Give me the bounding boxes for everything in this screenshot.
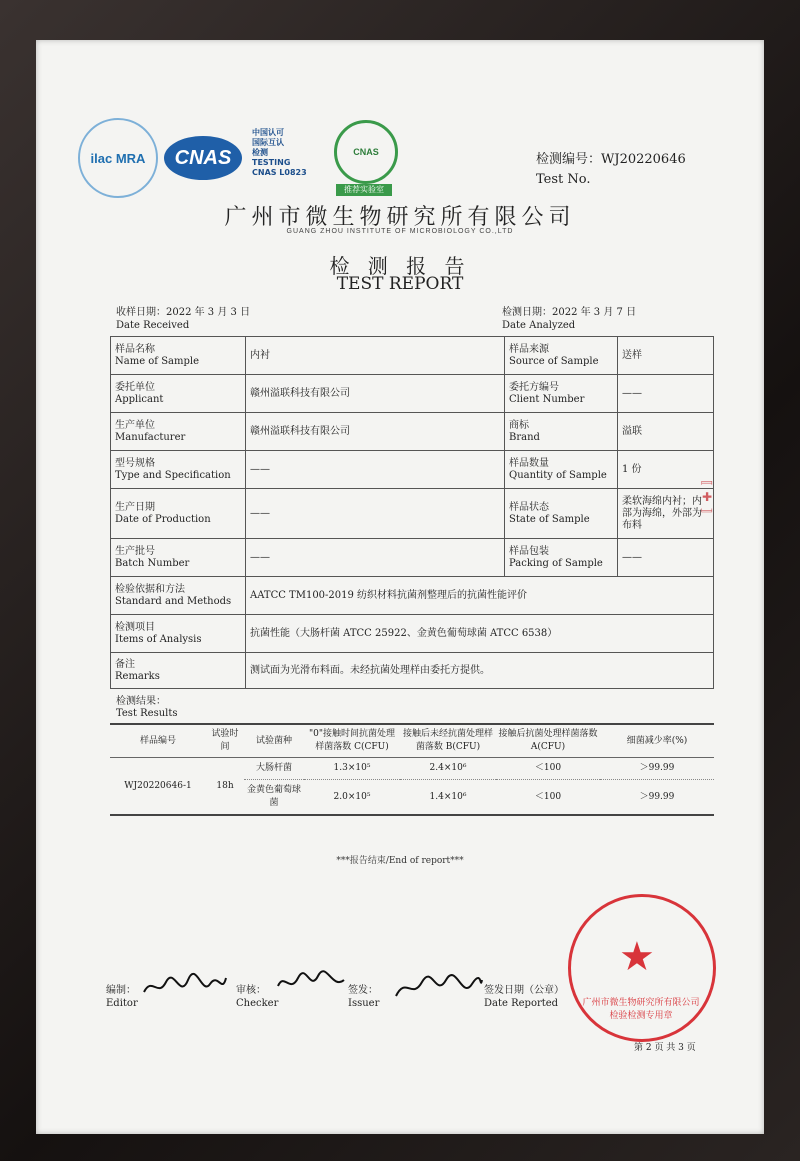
applicant-label: [111, 375, 246, 413]
header-time: 试验时间: [206, 724, 244, 758]
side-seal-mark: ⟦ ✚ ⟧: [700, 480, 714, 514]
c0-cell: 1.3×10⁵: [304, 758, 400, 780]
cnas-logo-text: CNAS: [174, 146, 232, 169]
editor-signature: [140, 970, 230, 1004]
date-received-cn: 收样日期：2022 年 3 月 3 日: [116, 307, 251, 318]
source-label-en: Source of Sample: [509, 355, 599, 367]
issuer-signature-block: [348, 984, 379, 1010]
recommended-lab-logo: [334, 120, 398, 184]
header-reduction: 细菌减少率(%): [600, 724, 714, 758]
sample-name-label-en: Name of Sample: [115, 355, 200, 367]
report-title-cn: 检 测 报 告: [329, 254, 471, 278]
checker-signature: [274, 968, 348, 998]
info-row: [111, 539, 714, 577]
source-label: [505, 337, 618, 375]
header-b: 接触后未经抗菌处理样菌落数 B(CFU): [400, 724, 496, 758]
packing-label-cn: 样品包装: [509, 545, 549, 557]
test-number-en: Test No.: [536, 172, 591, 187]
items-label: [111, 615, 246, 653]
manufacturer-label: [111, 413, 246, 451]
brand-label: [505, 413, 618, 451]
remarks-label: [111, 653, 246, 689]
results-label-cn: 检测结果：: [116, 696, 166, 707]
results-label: [116, 696, 178, 720]
info-row: [111, 413, 714, 451]
editor-signature-block: [106, 984, 138, 1010]
remarks-label-cn: 备注: [115, 658, 135, 670]
issuer-label-cn: 签发：: [348, 985, 378, 996]
company-name-cn: 广州市微生物研究所有限公司: [224, 205, 576, 230]
lab-logo-text: CNAS: [353, 147, 379, 157]
remarks-value: 测试面为光滑布料面。未经抗菌处理样由委托方提供。: [246, 653, 714, 689]
client-number-value: ——: [618, 375, 714, 413]
report-paper: [36, 40, 764, 1134]
info-row: [111, 375, 714, 413]
production-date-label-cn: 生产日期: [115, 501, 155, 513]
checker-label-en: Checker: [236, 998, 279, 1009]
b-cell: 1.4×10⁶: [400, 780, 496, 816]
results-label-en: Test Results: [116, 708, 178, 719]
issuer-label-en: Issuer: [348, 998, 380, 1009]
batch-label-en: Batch Number: [115, 557, 190, 569]
issuer-signature: [392, 970, 484, 1006]
header-c0: "0"接触时间抗菌处理样菌落数 C(CFU): [304, 724, 400, 758]
test-number-cn: 检测编号：WJ20220646: [536, 152, 686, 167]
type-label-cn: 型号规格: [115, 457, 155, 469]
brand-label-cn: 商标: [509, 419, 529, 431]
reduction-cell: ＞99.99: [600, 758, 714, 780]
report-title-en: TEST REPORT: [336, 274, 464, 294]
editor-label-cn: 编制：: [106, 985, 136, 996]
header-a: 接触后抗菌处理样菌落数 A(CFU): [496, 724, 600, 758]
seal-text: 广州市微生物研究所有限公司 检验检测专用章: [582, 998, 700, 1021]
type-value: ——: [246, 451, 505, 489]
applicant-label-en: Applicant: [115, 393, 164, 405]
date-analyzed-en: Date Analyzed: [502, 320, 576, 331]
packing-label: [505, 539, 618, 577]
production-date-value: ——: [246, 489, 505, 539]
info-row: [111, 577, 714, 615]
quantity-value: 1 份: [618, 451, 714, 489]
ilac-mra-logo: [78, 118, 158, 198]
info-row: [111, 653, 714, 689]
applicant-label-cn: 委托单位: [115, 381, 155, 393]
info-row: [111, 337, 714, 375]
a-cell: ＜100: [496, 758, 600, 780]
strain-cell: 大肠杆菌: [244, 758, 304, 780]
source-value: 送样: [618, 337, 714, 375]
items-label-cn: 检测项目: [115, 621, 155, 633]
cnas-logo: [164, 136, 242, 180]
date-received-en: Date Received: [116, 320, 190, 331]
seal-star-icon: ★: [619, 934, 655, 980]
manufacturer-value: 赣州溢联科技有限公司: [246, 413, 505, 451]
editor-label-en: Editor: [106, 998, 138, 1009]
quantity-label-en: Quantity of Sample: [509, 469, 607, 481]
b-cell: 2.4×10⁶: [400, 758, 496, 780]
quantity-label-cn: 样品数量: [509, 457, 549, 469]
recommended-lab-label: 推荐实验室: [336, 184, 392, 196]
sample-name-label: [111, 337, 246, 375]
checker-label-cn: 审核：: [236, 985, 266, 996]
cnas-accreditation-note: 中国认可 国际互认 检测 TESTING CNAS L0823: [252, 128, 307, 177]
source-label-cn: 样品来源: [509, 343, 549, 355]
time-cell: 18h: [206, 758, 244, 816]
batch-label-cn: 生产批号: [115, 545, 155, 557]
reduction-cell: ＞99.99: [600, 780, 714, 816]
type-label-en: Type and Specification: [115, 469, 231, 481]
date-reported-block: [484, 984, 564, 1010]
items-label-en: Items of Analysis: [115, 633, 202, 645]
date-received: [116, 306, 250, 332]
brand-value: 溢联: [618, 413, 714, 451]
standard-label: [111, 577, 246, 615]
brand-label-en: Brand: [509, 431, 540, 443]
page-number: 第 2 页 共 3 页: [634, 1043, 696, 1053]
standard-label-en: Standard and Methods: [115, 595, 232, 607]
batch-value: ——: [246, 539, 505, 577]
date-analyzed: [502, 306, 636, 332]
standard-value: AATCC TM100-2019 纺织材料抗菌剂整理后的抗菌性能评价: [246, 577, 714, 615]
client-number-label: [505, 375, 618, 413]
remarks-label-en: Remarks: [115, 670, 160, 682]
ilac-logo-text: ilac MRA: [90, 150, 146, 166]
header-sample-no: 样品编号: [110, 724, 206, 758]
sample-name-value: 内衬: [246, 337, 505, 375]
production-date-label: [111, 489, 246, 539]
state-label-cn: 样品状态: [509, 501, 549, 513]
items-value: 抗菌性能（大肠杆菌 ATCC 25922、金黄色葡萄球菌 ATCC 6538）: [246, 615, 714, 653]
packing-label-en: Packing of Sample: [509, 557, 603, 569]
date-reported-cn: 签发日期（公章）: [484, 985, 564, 996]
packing-value: ——: [618, 539, 714, 577]
company-name-en: GUANG ZHOU INSTITUTE OF MICROBIOLOGY CO.,LTD: [286, 228, 514, 235]
sample-name-label-cn: 样品名称: [115, 343, 155, 355]
info-row: [111, 489, 714, 539]
manufacturer-label-cn: 生产单位: [115, 419, 155, 431]
test-number: [536, 150, 686, 190]
info-row: [111, 615, 714, 653]
c0-cell: 2.0×10⁵: [304, 780, 400, 816]
state-label-en: State of Sample: [509, 513, 590, 525]
date-analyzed-cn: 检测日期：2022 年 3 月 7 日: [502, 307, 637, 318]
state-label: [505, 489, 618, 539]
standard-label-cn: 检验依据和方法: [115, 583, 185, 595]
checker-signature-block: [236, 984, 278, 1010]
quantity-label: [505, 451, 618, 489]
info-row: [111, 451, 714, 489]
a-cell: ＜100: [496, 780, 600, 816]
sample-info-table: [110, 336, 714, 689]
results-table: [110, 723, 714, 816]
sample-no-cell: WJ20220646-1: [110, 758, 206, 816]
strain-cell: 金黄色葡萄球菌: [244, 780, 304, 816]
production-date-label-en: Date of Production: [115, 513, 211, 525]
client-number-label-en: Client Number: [509, 393, 585, 405]
client-number-label-cn: 委托方编号: [509, 381, 559, 393]
state-value: 柔软海绵内衬；内部为海绵，外部为布料: [618, 489, 714, 539]
date-reported-en: Date Reported: [484, 998, 559, 1009]
results-header-row: [110, 724, 714, 758]
header-strain: 试验菌种: [244, 724, 304, 758]
table-row: [110, 758, 714, 780]
type-label: [111, 451, 246, 489]
manufacturer-label-en: Manufacturer: [115, 431, 186, 443]
end-of-report: ***报告结束/End of report***: [336, 856, 464, 866]
official-seal: [568, 894, 716, 1042]
batch-label: [111, 539, 246, 577]
applicant-value: 赣州溢联科技有限公司: [246, 375, 505, 413]
